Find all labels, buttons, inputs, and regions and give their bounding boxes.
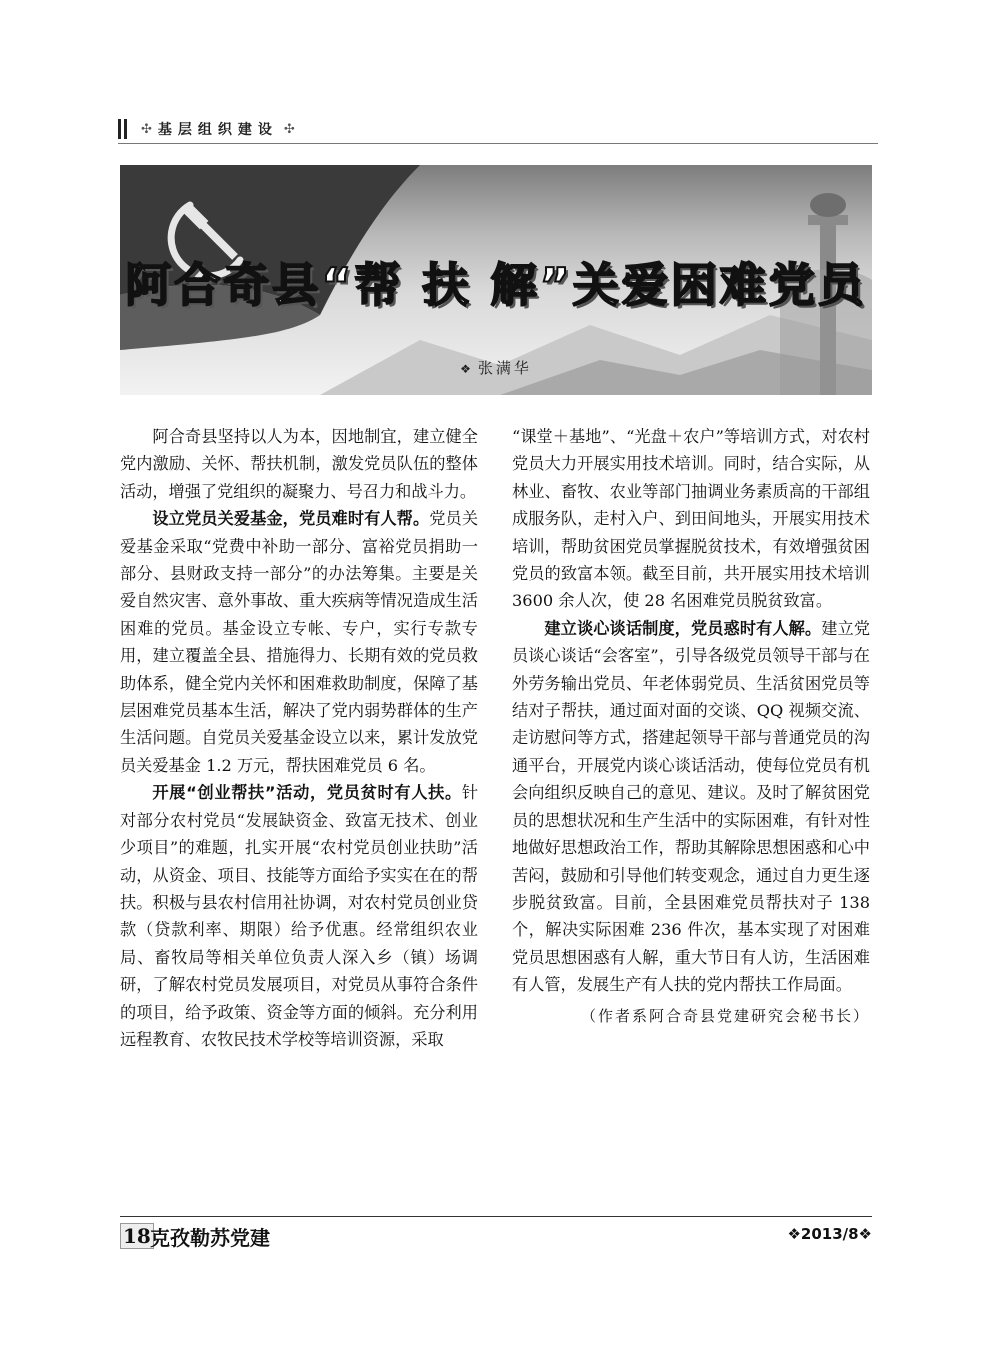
paragraph-text: 党员关爱基金采取“党费中补助一部分、富裕党员捐助一部分、县财政支持一部分”的办法筹集。主要是关爱自然灾害、意外事故、重大疾病等情况造成生活困难的党员。基金设立专帐、专户，实行专款专用，建立覆盖全县、措施得力、长期有效的党员救助体系，健全党内关怀和困难救助制度，保障了基层困难党员基本生活，解决了党内弱势群体的生产生活问题。自党员关爱基金设立以来，累计发放党员关爱基金 1.2 万元，帮扶困难党员 6 名。 xyxy=(120,509,479,775)
paragraph-lead: 设立党员关爱基金，党员难时有人帮。 xyxy=(152,509,430,529)
paragraph xyxy=(120,779,478,1053)
section-label: 基层组织建设 xyxy=(157,122,278,138)
title-banner xyxy=(120,165,872,395)
paragraph-text: 建立党员谈心谈话“会客室”，引导各级党员领导干部与在外劳务输出党员、年老体弱党员、生活贫困党员等结对子帮扶，通过面对面的交谈、QQ 视频交流、走访慰问等方式，搭建起领导干部与普通党员的沟通平台，开展党内谈心谈话活动，使每位党员有机会向组织反映自己的意见、建议。及时了解贫困党员的思想状况和生产生活中的实际困难，有针对性地做好思想政治工作，帮助其解除思想困惑和心中苦闷，鼓励和引导他们转变观念，通过自力更生逐步脱贫致富。目前，全县困难党员帮扶对子 138 个，解决实际困难 236 件次，基本实现了对困难党员思想困惑有人解，重大节日有人访，生活困难有人管，发展生产有人扶的党内帮扶工作局面。 xyxy=(512,618,871,995)
section-header xyxy=(118,116,878,142)
author-note: （作者系阿合奇县党建研究会秘书长） xyxy=(580,1006,870,1025)
paragraph xyxy=(512,423,870,615)
diamond-icon: ❖ xyxy=(460,362,474,376)
paragraph-text: 阿合奇县坚持以人为本，因地制宜，建立健全党内激励、关怀、帮扶机制，激发党员队伍的整体活动，增强了党组织的凝聚力、号召力和战斗力。 xyxy=(120,427,478,501)
journal-name: 克孜勒苏党建 xyxy=(150,1226,270,1250)
article-title: 阿合奇县“帮 扶 解”关爱困难党员 xyxy=(125,258,867,312)
section-bars-icon xyxy=(118,119,127,139)
issue-date: ❖2013/8❖ xyxy=(787,1225,872,1243)
section-rule xyxy=(118,143,878,144)
paragraph xyxy=(120,505,478,779)
page-number: 18 xyxy=(120,1223,154,1249)
paragraph xyxy=(512,615,870,999)
author-name: 张满华 xyxy=(477,359,532,377)
page-footer xyxy=(120,1216,872,1251)
article-column-left xyxy=(120,423,478,1053)
paragraph-lead: 开展“创业帮扶”活动，党员贫时有人扶。 xyxy=(152,783,462,803)
cross-ornament-icon: ✣ xyxy=(283,121,295,137)
paragraph-lead: 建立谈心谈话制度，党员惑时有人解。 xyxy=(544,618,822,638)
paragraph-text: 针对部分农村党员“发展缺资金、致富无技术、创业少项目”的难题，扎实开展“农村党员创业扶助”活动，从资金、项目、技能等方面给予实实在在的帮扶。积极与县农村信用社协调，对农村党员创业贷款（贷款利率、期限）给予优惠。经常组织农业局、畜牧局等相关单位负责人深入乡（镇）场调研，了解农村党员发展项目，对党员从事符合条件的项目，给予政策、资金等方面的倾斜。充分利用远程教育、农牧民技术学校等培训资源，采取 xyxy=(120,783,478,1049)
cross-ornament-icon: ✣ xyxy=(141,121,152,137)
paragraph xyxy=(120,423,478,505)
article-column-right xyxy=(512,423,870,1030)
byline xyxy=(120,357,872,378)
paragraph-text: “课堂＋基地”、“光盘＋农户”等培训方式，对农村党员大力开展实用技术培训。同时，结合实际，从林业、畜牧、农业等部门抽调业务素质高的干部组成服务队，走村入户、到田间地头，开展实用技术培训，帮助贫困党员掌握脱贫技术，有效增强贫困党员的致富本领。截至目前，共开展实用技术培训 3600 余人次，使 28 名困难党员脱贫致富。 xyxy=(512,427,870,611)
